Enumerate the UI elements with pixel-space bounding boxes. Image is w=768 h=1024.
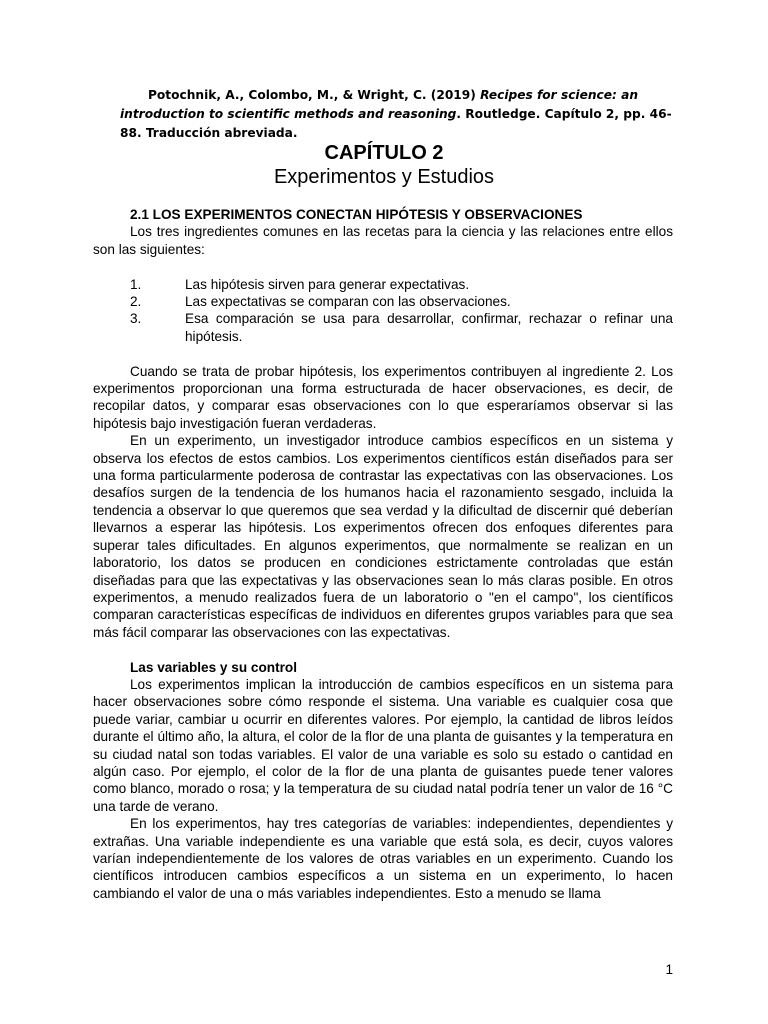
body-paragraph: Cuando se trata de probar hipótesis, los experimentos contribuyen al ingrediente 2. Los experimentos proporcionan una forma estructurada de hacer observaciones, es decir, de recopilar datos, y comparar esas observaciones con lo que esperaríamos observar si las hipótesis bajo investigación fueran verdaderas. xyxy=(93,363,673,431)
chapter-title: Experimentos y Estudios xyxy=(273,166,495,188)
list-item-text: Las hipótesis sirven para generar expectativas. xyxy=(185,276,470,292)
chapter-number: CAPÍTULO 2 xyxy=(324,142,444,164)
page-number: 1 xyxy=(665,962,673,977)
list-item xyxy=(93,310,673,345)
citation-authors: Potochnik, A., Colombo, M., & Wright, C. (2019) xyxy=(148,88,481,102)
citation-publisher: . Routledge. Capítulo 2, pp. 46-88. Traducción abreviada. xyxy=(120,107,672,140)
body-paragraph: Los experimentos implican la introducción de cambios específicos en un sistema para hacer observaciones sobre cómo responde el sistema. Una variable es cualquier cosa que puede variar, cambiar u ocurrir en diferentes valores. Por ejemplo, la cantidad de libros leídos durante el último año, la altura, el color de la flor de una planta de guisantes y la temperatura en su ciudad natal son todas variables. El valor de una variable es solo su estado o cantidad en algún caso. Por ejemplo, el color de la flor de una planta de guisantes puede tener valores como blanco, morado o rosa; y la temperatura de su ciudad natal podría tener un valor de 16 °C una tarde de verano. xyxy=(93,676,673,814)
section-heading: 2.1 LOS EXPERIMENTOS CONECTAN HIPÓTESIS Y OBSERVACIONES xyxy=(130,207,583,222)
numbered-list xyxy=(93,276,673,346)
spacer xyxy=(93,258,673,275)
list-item-number: 2. xyxy=(130,294,142,310)
subsection-heading: Las variables y su control xyxy=(130,659,297,675)
list-item xyxy=(93,276,673,293)
citation-book-title: Recipes for science: an introduction to scientific methods and reasoning xyxy=(120,88,639,121)
intro-paragraph: Los tres ingredientes comunes en las recetas para la ciencia y las relaciones entre ellos son las siguientes: xyxy=(93,224,673,257)
list-item-number: 3. xyxy=(130,311,142,327)
body-paragraph: En los experimentos, hay tres categorías de variables: independientes, dependientes y extrañas. Una variable independiente es una variable que está sola, es decir, cuyos valores varían independientemente de los valores de otras variables en un experimento. Cuando los científicos introducen cambios específicos a un sistema en un experimento, lo hacen cambiando el valor de una o más variables independientes. Esto a menudo se llama xyxy=(93,816,673,901)
list-item xyxy=(93,293,673,310)
spacer xyxy=(93,345,673,362)
list-item-text: Las expectativas se comparan con las observaciones. xyxy=(185,294,511,310)
citation xyxy=(120,86,680,143)
document-body xyxy=(93,206,673,902)
list-item-number: 1. xyxy=(130,276,142,292)
body-paragraph: En un experimento, un investigador introduce cambios específicos en un sistema y observa los efectos de estos cambios. Los experimentos científicos están diseñados para ser una forma particularmente poderosa de contrastar las expectativas con las observaciones. Los desafíos surgen de la tendencia de los humanos hacia el razonamiento sesgado, incluida la tendencia a observar lo que queremos que sea verdad y la dificultad de discernir qué deberían llevarnos a esperar las hipótesis. Los experimentos ofrecen dos enfoques diferentes para superar tales dificultades. En algunos experimentos, que normalmente se realizan en un laboratorio, los datos se producen en condiciones estrictamente controladas que están diseñadas para que las expectativas y las observaciones sean lo más claras posible. En otros experimentos, a menudo realizados fuera de un laboratorio o "en el campo", los científicos comparan características específicas de individuos en diferentes grupos variables para que sea más fácil comparar las observaciones con las expectativas. xyxy=(93,433,673,640)
spacer xyxy=(93,641,673,658)
list-item-text: Esa comparación se usa para desarrollar, confirmar, rechazar o refinar una hipótesis. xyxy=(185,311,673,344)
